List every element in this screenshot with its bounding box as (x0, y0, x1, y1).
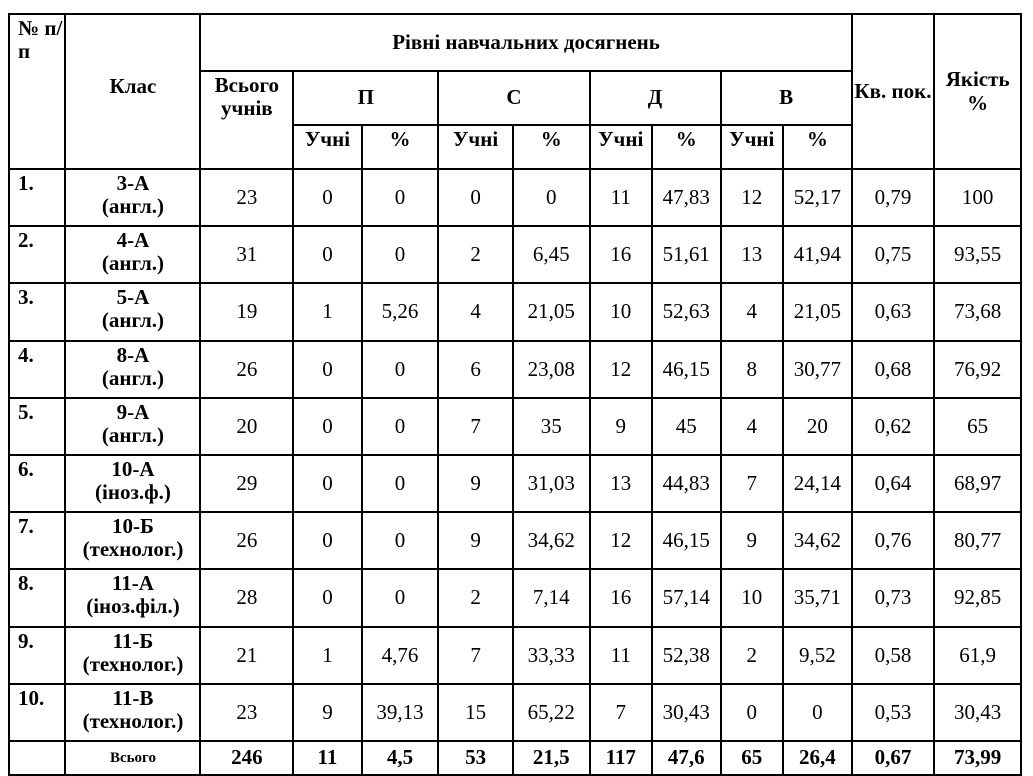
total-quality: 73,99 (934, 741, 1021, 775)
cell-kv: 0,76 (852, 512, 935, 569)
table-row (9, 341, 1021, 398)
table-row (9, 627, 1021, 684)
cell-p: 0 (293, 512, 362, 569)
cell-total: 19 (200, 283, 293, 340)
header-num-text: № п/п (18, 16, 63, 64)
header-kv: Кв. пок. (852, 14, 935, 169)
row-number: 4. (9, 341, 65, 398)
cell-sp: 35 (513, 398, 590, 455)
cell-vp: 20 (783, 398, 852, 455)
cell-s: 7 (438, 627, 513, 684)
class-profile: (англ.) (101, 194, 164, 219)
cell-vp: 41,94 (783, 226, 852, 283)
total-kv: 0,67 (852, 741, 935, 775)
row-number: 8. (9, 569, 65, 626)
cell-s: 2 (438, 226, 513, 283)
cell-kv: 0,62 (852, 398, 935, 455)
cell-s: 4 (438, 283, 513, 340)
header-level-v: В (721, 71, 852, 125)
class-cell (65, 627, 200, 684)
cell-total: 23 (200, 169, 293, 226)
cell-pp: 0 (362, 455, 439, 512)
cell-dp: 47,83 (652, 169, 721, 226)
cell-total: 31 (200, 226, 293, 283)
total-num (9, 741, 65, 775)
cell-d: 13 (590, 455, 652, 512)
class-name: 9-А (116, 399, 150, 424)
cell-dp: 52,63 (652, 283, 721, 340)
class-name: 5-А (116, 285, 150, 310)
cell-vp: 35,71 (783, 569, 852, 626)
class-name: 11-А (111, 571, 154, 596)
cell-p: 0 (293, 226, 362, 283)
class-cell (65, 684, 200, 741)
header-s-pct: % (513, 125, 590, 169)
cell-d: 12 (590, 341, 652, 398)
cell-pp: 0 (362, 398, 439, 455)
table-row (9, 512, 1021, 569)
cell-pp: 0 (362, 341, 439, 398)
cell-d: 12 (590, 512, 652, 569)
cell-s: 2 (438, 569, 513, 626)
cell-sp: 7,14 (513, 569, 590, 626)
cell-dp: 45 (652, 398, 721, 455)
cell-s: 6 (438, 341, 513, 398)
cell-sp: 0 (513, 169, 590, 226)
cell-total: 26 (200, 512, 293, 569)
cell-p: 9 (293, 684, 362, 741)
row-number: 1. (9, 169, 65, 226)
cell-q: 61,9 (934, 627, 1021, 684)
class-cell (65, 398, 200, 455)
cell-vp: 24,14 (783, 455, 852, 512)
cell-p: 0 (293, 341, 362, 398)
total-students: 246 (200, 741, 293, 775)
class-name: 10-А (111, 456, 155, 481)
row-number: 7. (9, 512, 65, 569)
header-v-pct: % (783, 125, 852, 169)
cell-kv: 0,64 (852, 455, 935, 512)
header-level-p: П (293, 71, 438, 125)
cell-v: 8 (721, 341, 783, 398)
class-name: 3-А (116, 171, 150, 195)
cell-sp: 23,08 (513, 341, 590, 398)
cell-kv: 0,79 (852, 169, 935, 226)
cell-q: 76,92 (934, 341, 1021, 398)
total-s: 53 (438, 741, 513, 775)
cell-v: 13 (721, 226, 783, 283)
header-class-text: Клас (109, 74, 157, 98)
cell-pp: 39,13 (362, 684, 439, 741)
cell-p: 0 (293, 569, 362, 626)
class-profile: (іноз.філ.) (86, 594, 180, 619)
cell-vp: 0 (783, 684, 852, 741)
cell-vp: 9,52 (783, 627, 852, 684)
cell-d: 11 (590, 169, 652, 226)
cell-v: 9 (721, 512, 783, 569)
cell-kv: 0,53 (852, 684, 935, 741)
cell-p: 0 (293, 455, 362, 512)
row-number: 6. (9, 455, 65, 512)
class-cell (65, 283, 200, 340)
class-name: 11-В (112, 685, 154, 710)
cell-vp: 30,77 (783, 341, 852, 398)
class-profile: (іноз.ф.) (95, 480, 171, 505)
total-p: 11 (293, 741, 362, 775)
cell-sp: 21,05 (513, 283, 590, 340)
cell-pp: 5,26 (362, 283, 439, 340)
cell-v: 10 (721, 569, 783, 626)
cell-q: 100 (934, 169, 1021, 226)
cell-s: 9 (438, 512, 513, 569)
cell-q: 30,43 (934, 684, 1021, 741)
cell-d: 16 (590, 226, 652, 283)
header-p-pct: % (362, 125, 439, 169)
cell-total: 26 (200, 341, 293, 398)
class-profile: (англ.) (101, 251, 164, 276)
table-row (9, 169, 1021, 226)
cell-kv: 0,63 (852, 283, 935, 340)
cell-pp: 0 (362, 169, 439, 226)
cell-sp: 31,03 (513, 455, 590, 512)
table-row (9, 684, 1021, 741)
row-number: 2. (9, 226, 65, 283)
cell-pp: 4,76 (362, 627, 439, 684)
row-number: 5. (9, 398, 65, 455)
cell-sp: 34,62 (513, 512, 590, 569)
class-profile: (технолог.) (82, 651, 184, 676)
cell-d: 11 (590, 627, 652, 684)
cell-dp: 57,14 (652, 569, 721, 626)
header-levels: Рівні навчальних досягнень (200, 14, 851, 71)
header-level-s: С (438, 71, 589, 125)
total-d-pct: 47,6 (652, 741, 721, 775)
cell-p: 0 (293, 398, 362, 455)
achievement-table (8, 13, 1022, 776)
cell-q: 93,55 (934, 226, 1021, 283)
header-v-students: Учні (721, 125, 783, 169)
total-p-pct: 4,5 (362, 741, 439, 775)
class-name: 8-А (116, 342, 150, 367)
total-s-pct: 21,5 (513, 741, 590, 775)
header-quality: Якість % (934, 14, 1021, 169)
class-name: 10-Б (112, 514, 154, 539)
cell-v: 7 (721, 455, 783, 512)
cell-vp: 34,62 (783, 512, 852, 569)
cell-q: 68,97 (934, 455, 1021, 512)
cell-sp: 65,22 (513, 684, 590, 741)
cell-v: 2 (721, 627, 783, 684)
total-v: 65 (721, 741, 783, 775)
class-cell (65, 341, 200, 398)
table-row (9, 226, 1021, 283)
cell-kv: 0,75 (852, 226, 935, 283)
class-cell (65, 169, 200, 226)
cell-s: 7 (438, 398, 513, 455)
cell-s: 15 (438, 684, 513, 741)
cell-d: 7 (590, 684, 652, 741)
cell-pp: 0 (362, 512, 439, 569)
cell-kv: 0,58 (852, 627, 935, 684)
class-cell (65, 455, 200, 512)
total-d: 117 (590, 741, 652, 775)
cell-total: 20 (200, 398, 293, 455)
cell-v: 4 (721, 283, 783, 340)
row-number: 9. (9, 627, 65, 684)
cell-q: 65 (934, 398, 1021, 455)
cell-total: 28 (200, 569, 293, 626)
class-profile: (технолог.) (82, 537, 184, 562)
cell-v: 12 (721, 169, 783, 226)
cell-dp: 46,15 (652, 512, 721, 569)
total-label: Всього (65, 741, 200, 775)
row-number: 3. (9, 283, 65, 340)
row-number: 10. (9, 684, 65, 741)
cell-d: 10 (590, 283, 652, 340)
class-cell (65, 226, 200, 283)
cell-pp: 0 (362, 569, 439, 626)
cell-sp: 33,33 (513, 627, 590, 684)
cell-s: 9 (438, 455, 513, 512)
cell-pp: 0 (362, 226, 439, 283)
totals-row (9, 741, 1021, 775)
cell-p: 1 (293, 627, 362, 684)
cell-total: 21 (200, 627, 293, 684)
cell-total: 29 (200, 455, 293, 512)
cell-vp: 21,05 (783, 283, 852, 340)
total-v-pct: 26,4 (783, 741, 852, 775)
cell-dp: 52,38 (652, 627, 721, 684)
table-row (9, 398, 1021, 455)
header-d-pct: % (652, 125, 721, 169)
cell-v: 0 (721, 684, 783, 741)
class-name: 11-Б (112, 628, 154, 653)
class-profile: (англ.) (101, 308, 164, 333)
class-cell (65, 512, 200, 569)
class-profile: (англ.) (101, 365, 164, 390)
class-cell (65, 569, 200, 626)
cell-dp: 51,61 (652, 226, 721, 283)
cell-kv: 0,68 (852, 341, 935, 398)
cell-dp: 30,43 (652, 684, 721, 741)
header-num (9, 14, 65, 169)
cell-q: 80,77 (934, 512, 1021, 569)
class-profile: (технолог.) (82, 708, 184, 733)
cell-dp: 44,83 (652, 455, 721, 512)
header-d-students: Учні (590, 125, 652, 169)
cell-kv: 0,73 (852, 569, 935, 626)
cell-s: 0 (438, 169, 513, 226)
header-level-d: Д (590, 71, 721, 125)
class-profile: (англ.) (101, 422, 164, 447)
cell-sp: 6,45 (513, 226, 590, 283)
header-s-students: Учні (438, 125, 513, 169)
cell-d: 16 (590, 569, 652, 626)
cell-total: 23 (200, 684, 293, 741)
cell-q: 73,68 (934, 283, 1021, 340)
cell-dp: 46,15 (652, 341, 721, 398)
cell-vp: 52,17 (783, 169, 852, 226)
table-row (9, 569, 1021, 626)
header-class (65, 14, 200, 169)
class-name: 4-А (116, 228, 150, 253)
cell-v: 4 (721, 398, 783, 455)
cell-p: 0 (293, 169, 362, 226)
cell-p: 1 (293, 283, 362, 340)
header-total-students: Всього учнів (200, 71, 293, 169)
header-p-students: Учні (293, 125, 362, 169)
cell-q: 92,85 (934, 569, 1021, 626)
cell-d: 9 (590, 398, 652, 455)
table-row (9, 283, 1021, 340)
table-row (9, 455, 1021, 512)
